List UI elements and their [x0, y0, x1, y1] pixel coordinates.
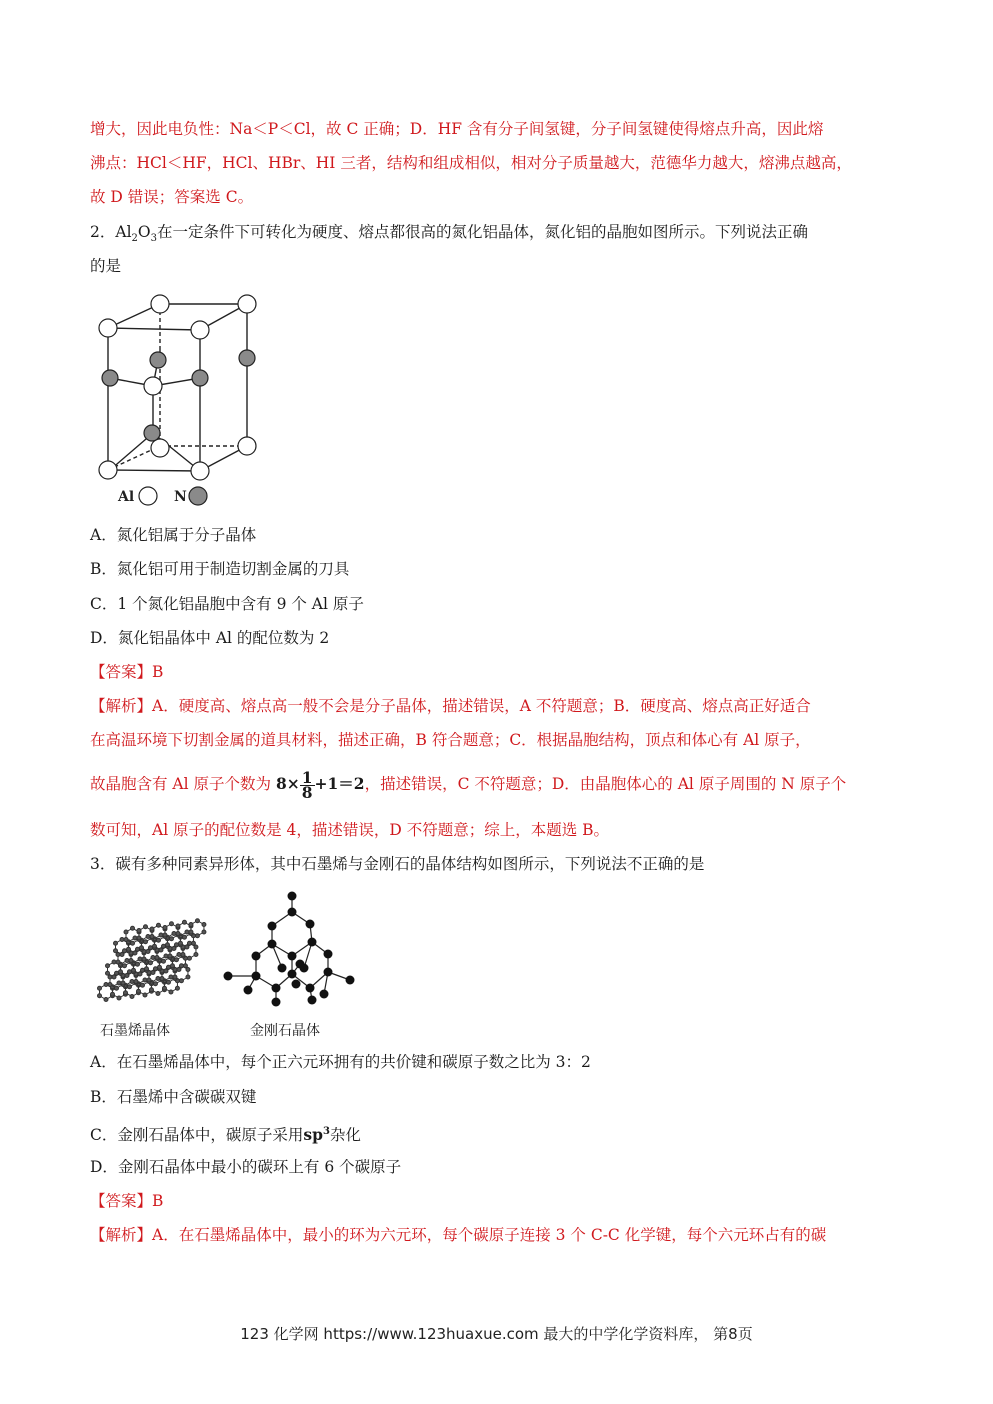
carbon-atom	[195, 934, 199, 938]
carbon-atom	[160, 977, 164, 981]
carbon-atom	[175, 986, 179, 990]
carbon-atom	[106, 964, 110, 968]
carbon-atom	[130, 980, 134, 984]
carbon-atom	[189, 923, 193, 927]
carbon-atom	[151, 971, 155, 975]
carbon-atom	[138, 972, 142, 976]
carbon-atom	[156, 938, 160, 942]
carbon-atom	[133, 951, 137, 955]
carbon-atom	[137, 936, 141, 940]
carbon-atom	[169, 975, 173, 979]
carbon-atom	[174, 958, 178, 962]
formula-part: +1＝2	[314, 774, 365, 793]
q2-option-a: A．氮化铝属于分子晶体	[90, 526, 257, 544]
carbon-atom	[125, 974, 129, 978]
carbon-atom	[133, 936, 137, 940]
graphene-caption: 石墨烯晶体	[100, 1023, 170, 1039]
carbon-atom	[185, 930, 189, 934]
carbon-atom	[189, 930, 193, 934]
carbon-atom	[194, 945, 198, 949]
carbon-atom	[116, 960, 120, 964]
carbon-atom	[166, 980, 170, 984]
carbon-atom	[127, 985, 131, 989]
carbon-atom	[121, 981, 125, 985]
carbon-atom	[106, 971, 110, 975]
q3-option-a: A．在石墨烯晶体中，每个正六元环拥有的共价键和碳原子数之比为 3：2	[90, 1053, 591, 1071]
carbon-atom	[134, 980, 138, 984]
carbon-atom	[165, 943, 169, 947]
carbon-atom	[156, 992, 160, 996]
question-3-stem: 3．碳有多种同素异形体，其中石墨烯与金刚石的晶体结构如图所示，下列说法不正确的是	[90, 855, 705, 873]
q3-option-d: D．金刚石晶体中最小的碳环上有 6 个碳原子	[90, 1158, 402, 1176]
explanation-line: 沸点：HCl＜HF，HCl、HBr、HI 三者，结构和组成相似，相对分子质量越大，范德华力越大，熔沸点越高，	[90, 154, 852, 172]
carbon-atom	[159, 933, 163, 937]
carbon-atom	[173, 975, 177, 979]
q2-explanation-formula-line: 故晶胞含有 Al 原子个数为 8× $\frac{1}{8}$ +1＝2，描述错误，C 不符题意；D．由晶胞体心的 Al 原子周围的 N 原子个	[90, 767, 847, 802]
carbon-atom	[150, 927, 154, 931]
legend-al-label: Al	[118, 489, 135, 505]
carbon-atom	[136, 989, 140, 993]
question-2-stem-cont: 的是	[90, 257, 122, 275]
carbon-atom	[143, 925, 147, 929]
carbon-atom	[151, 956, 155, 960]
question-2-stem: 2．$Al_2O_3$在一定条件下可转化为硬度、熔点都很高的氮化铝晶体，氮化铝的晶胞如图所示。下列说法正确	[90, 223, 809, 245]
carbon-atom	[202, 930, 206, 934]
carbon-atom	[104, 998, 108, 1002]
carbon-atom	[181, 953, 185, 957]
carbon-atom	[114, 949, 118, 953]
carbon-atom	[117, 981, 121, 985]
diamond-structure-figure	[220, 884, 360, 1009]
carbon-atom	[169, 937, 173, 941]
carbon-atom	[129, 959, 133, 963]
carbon-atom	[135, 962, 139, 966]
carbon-atom	[182, 935, 186, 939]
carbon-atom	[177, 968, 181, 972]
q2-option-c: C．1 个氮化铝晶胞中含有 9 个 Al 原子	[90, 595, 364, 613]
carbon-atom	[191, 941, 195, 945]
carbon-atom	[148, 961, 152, 965]
carbon-atom	[122, 964, 126, 968]
carbon-atom	[139, 946, 143, 950]
carbon-atom	[161, 959, 165, 963]
fraction: $\frac{1}{8}$	[301, 767, 313, 802]
page-footer: 123 化学网 https://www.123huaxue.com 最大的中学化学资料库， 第8页	[240, 1325, 753, 1343]
q3-answer: 【答案】B	[90, 1192, 164, 1210]
carbon-atom	[117, 996, 121, 1000]
carbon-atom	[108, 983, 112, 987]
carbon-atom	[125, 959, 129, 963]
carbon-atom	[131, 968, 135, 972]
carbon-atom	[155, 956, 159, 960]
carbon-atom	[140, 983, 144, 987]
carbon-atom	[137, 929, 141, 933]
carbon-atom	[183, 964, 187, 968]
formula-part: 8×	[275, 774, 300, 793]
carbon-atom	[157, 965, 161, 969]
carbon-atom	[195, 919, 199, 923]
q2-option-b: B．氮化铝可用于制造切割金属的刀具	[90, 560, 350, 578]
carbon-atom	[150, 935, 154, 939]
carbon-atom	[146, 935, 150, 939]
carbon-atom	[124, 938, 128, 942]
diamond-caption: 金刚石晶体	[250, 1023, 320, 1039]
q2-option-d: D．氮化铝晶体中 Al 的配位数为 2	[90, 629, 330, 647]
carbon-atom	[98, 994, 102, 998]
carbon-atom	[153, 982, 157, 986]
carbon-atom	[186, 968, 190, 972]
q3-explanation-line: 【解析】A．在石墨烯晶体中，最小的环为六元环，每个碳原子连接 3 个 C-C 化学键，每个六元环占有的碳	[90, 1226, 827, 1244]
carbon-atom	[168, 954, 172, 958]
carbon-atom	[178, 941, 182, 945]
carbon-atom	[98, 986, 102, 990]
carbon-atom	[159, 948, 163, 952]
explanation-line: 增大，因此电负性：Na＜P＜Cl，故 C 正确；D．HF 含有分子间氢键，分子间氢键使得熔点升高，因此熔	[90, 120, 824, 138]
q3-option-c: C．金刚石晶体中，碳原子采用$sp^3$杂化	[90, 1125, 361, 1145]
carbon-atom	[202, 923, 206, 927]
carbon-atom	[114, 941, 118, 945]
carbon-atom	[110, 992, 114, 996]
carbon-atom	[146, 950, 150, 954]
carbon-atom	[163, 926, 167, 930]
carbon-atom	[152, 944, 156, 948]
explanation-line: 故 D 错误；答案选 C。	[90, 188, 254, 206]
carbon-atom	[164, 954, 168, 958]
carbon-atom	[172, 947, 176, 951]
carbon-atom	[176, 932, 180, 936]
carbon-atom	[112, 975, 116, 979]
carbon-atom	[169, 922, 173, 926]
carbon-atom	[182, 920, 186, 924]
carbon-atom	[144, 967, 148, 971]
carbon-atom	[194, 953, 198, 957]
legend-n-marker	[189, 487, 207, 505]
carbon-atom	[126, 947, 130, 951]
carbon-atom	[143, 940, 147, 944]
carbon-atom	[120, 953, 124, 957]
carbon-atom	[138, 957, 142, 961]
carbon-atom	[130, 995, 134, 999]
carbon-atom	[112, 960, 116, 964]
carbon-atom	[172, 932, 176, 936]
q2-explanation-line: 【解析】A．硬度高、熔点高一般不会是分子晶体，描述错误，A 不符题意；B．硬度高、熔点高正好适合	[90, 697, 811, 715]
carbon-atom	[176, 924, 180, 928]
carbon-atom	[162, 986, 166, 990]
carbon-atom	[187, 956, 191, 960]
q3-option-b: B．石墨烯中含碳碳双键	[90, 1088, 257, 1106]
graphene-structure-figure	[88, 900, 228, 1005]
carbon-atom	[142, 957, 146, 961]
carbon-atom	[177, 953, 181, 957]
aln-unit-cell-figure	[90, 288, 270, 513]
carbon-atom	[170, 964, 174, 968]
q2-explanation-line: 在高温环境下切割金属的道具材料，描述正确，B 符合题意；C．根据晶胞结构，顶点和体心有 Al 原子，	[90, 731, 811, 749]
carbon-atom	[130, 926, 134, 930]
carbon-atom	[156, 977, 160, 981]
carbon-atom	[114, 986, 118, 990]
carbon-atom	[149, 988, 153, 992]
legend-n-label: N	[174, 489, 187, 505]
carbon-atom	[185, 945, 189, 949]
carbon-atom	[124, 930, 128, 934]
carbon-atom	[179, 979, 183, 983]
carbon-atom	[130, 941, 134, 945]
carbon-atom	[186, 975, 190, 979]
carbon-atom	[147, 978, 151, 982]
carbon-atom	[156, 923, 160, 927]
carbon-atom	[143, 993, 147, 997]
carbon-atom	[169, 990, 173, 994]
legend-al-marker	[139, 487, 157, 505]
carbon-atom	[123, 991, 127, 995]
carbon-atom	[143, 978, 147, 982]
carbon-atom	[120, 938, 124, 942]
q2-answer: 【答案】B	[90, 663, 164, 681]
carbon-atom	[104, 983, 108, 987]
q2-explanation-line: 数可知，Al 原子的配位数是 4，描述错误，D 不符题意；综上，本题选 B。	[90, 821, 610, 839]
carbon-atom	[163, 933, 167, 937]
carbon-atom	[164, 969, 168, 973]
carbon-atom	[118, 970, 122, 974]
